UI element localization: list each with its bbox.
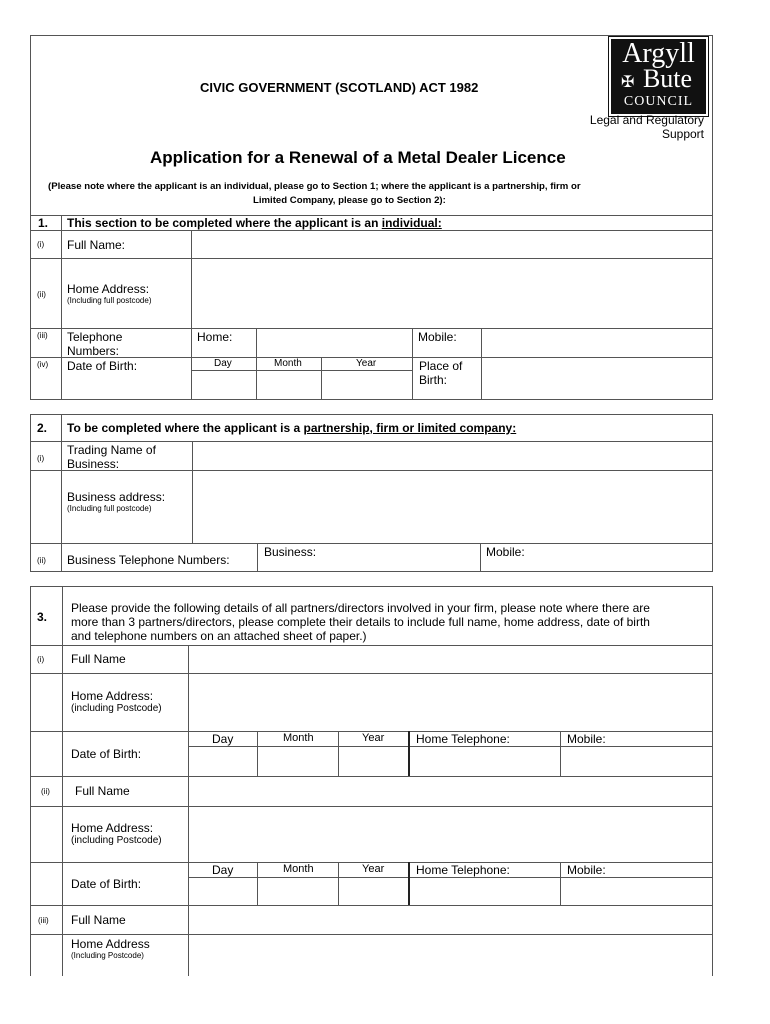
s3-p1-roman: (i) xyxy=(37,655,45,664)
s1-mobile-label: Mobile: xyxy=(418,330,457,344)
s3-p2-dob-label: Date of Birth: xyxy=(71,877,142,891)
s3-p1-year-label: Year xyxy=(362,732,385,744)
s3-p1-home-tel-label: Home Telephone: xyxy=(416,732,510,746)
section2-heading-emph: partnership, firm or limited company: xyxy=(303,421,517,435)
s3-p1-dob-month-input[interactable] xyxy=(258,747,337,775)
s1-mobile-input[interactable] xyxy=(482,329,712,356)
s1-place-label-1: Place of xyxy=(419,359,463,373)
note-line-2: Limited Company, please go to Section 2): xyxy=(253,195,446,206)
s2-business-tel-label: Business Telephone Numbers: xyxy=(67,553,230,567)
s3-p1-full-name-label: Full Name xyxy=(71,652,126,666)
s3-p1-dob-day-input[interactable] xyxy=(189,747,256,775)
s1-place-label-2: Birth: xyxy=(419,373,448,387)
s2-business-label: Business: xyxy=(264,545,317,559)
s3-p2-year-label: Year xyxy=(362,863,385,875)
logo-line-bute: Bute xyxy=(642,64,693,93)
s2-mobile-input[interactable] xyxy=(481,544,712,571)
s2-trading-name-label-2: Business: xyxy=(67,457,120,471)
s1-dob-year-label: Year xyxy=(356,358,377,369)
section2-heading xyxy=(67,421,516,435)
s2-business-address-label: Business address: xyxy=(67,490,166,504)
s3-p2-mobile-label: Mobile: xyxy=(567,863,606,877)
s2-roman-ii: (ii) xyxy=(37,556,46,565)
s1-roman-ii: (ii) xyxy=(37,290,46,299)
s1-home-address-sublabel: (Including full postcode) xyxy=(67,296,152,305)
s1-roman-iv: (iv) xyxy=(37,360,49,369)
s3-p1-dob-year-input[interactable] xyxy=(339,747,407,775)
s3-p1-mobile-input[interactable] xyxy=(561,747,712,775)
section3-intro-line-1: Please provide the following details of all partners/directors involved in your firm, please note where there are xyxy=(71,601,650,615)
s3-p2-home-tel-label: Home Telephone: xyxy=(416,863,510,877)
s3-p3-full-name-input[interactable] xyxy=(189,906,712,933)
s3-p1-dob-label: Date of Birth: xyxy=(71,747,142,761)
s1-home-address-label: Home Address: xyxy=(67,282,150,296)
section3-intro-line-3: and telephone numbers on an attached sheet of paper.) xyxy=(71,629,367,643)
s1-dob-label: Date of Birth: xyxy=(67,359,138,373)
s1-dob-month-label: Month xyxy=(274,358,302,369)
s3-p1-address-label: Home Address: xyxy=(71,689,154,703)
section2-number: 2. xyxy=(37,421,48,435)
s3-p3-roman: (iii) xyxy=(38,916,49,925)
s1-home-address-input[interactable] xyxy=(192,259,712,327)
dept-line-2: Support xyxy=(661,127,704,141)
s1-home-tel-input[interactable] xyxy=(257,329,411,356)
s3-p2-address-input[interactable] xyxy=(189,807,712,861)
s3-p2-dob-month-input[interactable] xyxy=(258,878,337,904)
section2-heading-text: To be completed where the applicant is a xyxy=(67,421,301,435)
s2-trading-name-label-1: Trading Name of xyxy=(67,443,156,457)
s3-p2-address-sublabel: (including Postcode) xyxy=(71,835,162,846)
s3-p2-full-name-label: Full Name xyxy=(75,784,130,798)
s3-p2-mobile-input[interactable] xyxy=(561,878,712,904)
s3-p1-full-name-input[interactable] xyxy=(189,646,712,672)
s3-p3-address-label: Home Address xyxy=(71,937,150,951)
s1-dob-day-input[interactable] xyxy=(192,371,255,399)
s3-p2-dob-year-input[interactable] xyxy=(339,878,407,904)
s3-p3-full-name-label: Full Name xyxy=(71,913,126,927)
form-title: Application for a Renewal of a Metal Dealer Licence xyxy=(150,148,566,167)
celtic-cross-icon: ✠ xyxy=(621,74,635,91)
s3-p2-month-label: Month xyxy=(283,863,314,875)
section1-number: 1. xyxy=(38,216,49,230)
s2-roman-i: (i) xyxy=(37,454,45,463)
s2-business-tel-input[interactable] xyxy=(258,544,479,571)
s3-p2-address-label: Home Address: xyxy=(71,821,154,835)
section1-heading-text: This section to be completed where the applicant is an xyxy=(67,216,379,230)
s3-p1-day-label: Day xyxy=(212,732,234,746)
s1-dob-year-input[interactable] xyxy=(322,371,411,399)
s3-p3-address-sublabel: (Including Postcode) xyxy=(71,951,144,960)
s1-roman-iii: (iii) xyxy=(37,331,48,340)
s3-p1-home-tel-input[interactable] xyxy=(410,747,559,775)
note-line-1: (Please note where the applicant is an individual, please go to Section 1; where the applicant is a partnership, firm or xyxy=(48,181,581,192)
s3-p1-month-label: Month xyxy=(283,732,314,744)
s3-p2-full-name-input[interactable] xyxy=(189,777,712,805)
s3-p1-address-input[interactable] xyxy=(189,674,712,730)
s3-p1-mobile-label: Mobile: xyxy=(567,732,606,746)
s1-dob-day-label: Day xyxy=(214,358,232,369)
s1-full-name-input[interactable] xyxy=(192,231,712,257)
s3-p2-roman: (ii) xyxy=(41,787,50,796)
s3-p2-dob-day-input[interactable] xyxy=(189,878,256,904)
s3-p1-address-sublabel: (including Postcode) xyxy=(71,703,162,714)
s3-p2-home-tel-input[interactable] xyxy=(410,878,559,904)
s2-business-address-input[interactable] xyxy=(193,471,712,542)
s3-p3-address-input[interactable] xyxy=(189,935,712,976)
section1-heading-emph: individual: xyxy=(381,216,442,230)
s2-business-address-sublabel: (Including full postcode) xyxy=(67,504,152,513)
s2-mobile-label: Mobile: xyxy=(486,545,525,559)
section1-heading xyxy=(67,216,442,230)
logo-line-council: COUNCIL xyxy=(623,94,694,109)
dept-line-1: Legal and Regulatory xyxy=(589,113,704,127)
logo-line-argyll: Argyll xyxy=(622,38,695,69)
s1-full-name-label: Full Name: xyxy=(67,238,126,252)
s1-roman-i: (i) xyxy=(37,240,45,249)
s1-place-of-birth-input[interactable] xyxy=(482,358,712,399)
council-logo xyxy=(609,37,708,116)
section3-number: 3. xyxy=(37,610,48,624)
s1-telephone-label-2: Numbers: xyxy=(67,344,120,358)
s1-telephone-label-1: Telephone xyxy=(67,330,123,344)
act-title: CIVIC GOVERNMENT (SCOTLAND) ACT 1982 xyxy=(200,80,479,95)
s3-p2-day-label: Day xyxy=(212,863,234,877)
section3-intro-line-2: more than 3 partners/directors, please complete their details to include full name, home address, date of birth xyxy=(71,615,650,629)
s1-dob-month-input[interactable] xyxy=(257,371,320,399)
s1-home-tel-label: Home: xyxy=(197,330,233,344)
s2-trading-name-input[interactable] xyxy=(193,442,712,469)
